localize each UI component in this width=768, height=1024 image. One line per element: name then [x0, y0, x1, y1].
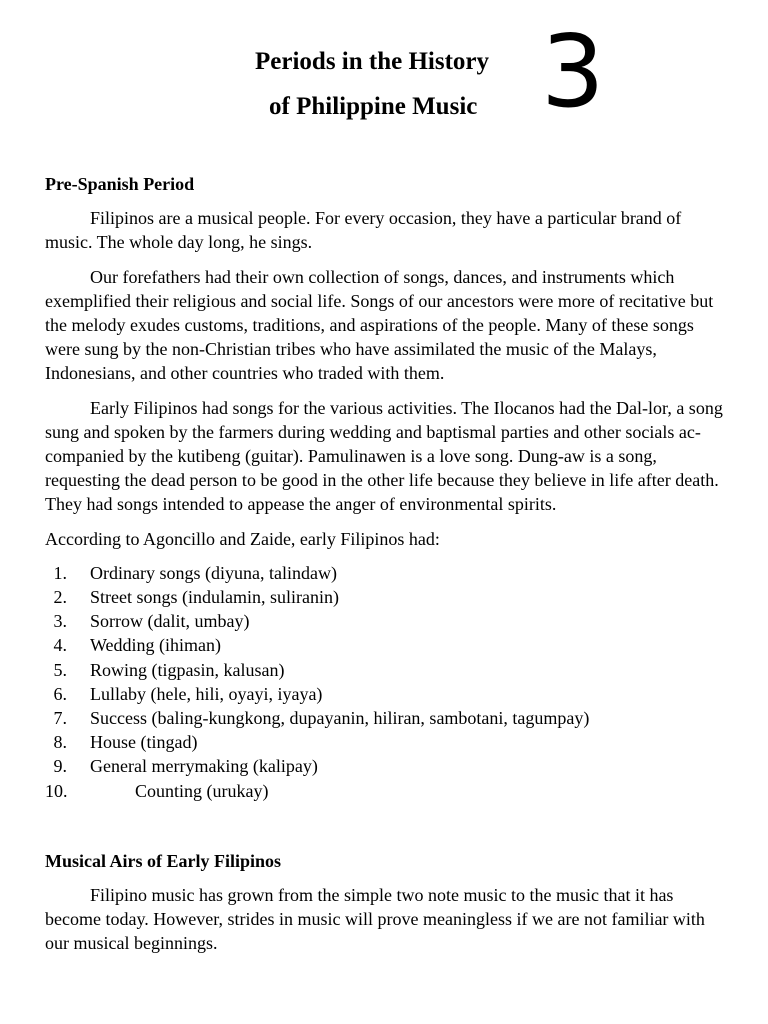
list-item-number: 1.: [53, 562, 67, 583]
list-item-text: Rowing (tigpasin, kalusan): [90, 659, 285, 680]
list-item: [45, 585, 725, 609]
list-item-text: Lullaby (hele, hili, oyayi, iyaya): [90, 683, 323, 704]
list-item-number: 4.: [53, 635, 67, 656]
list-item-number: 8.: [53, 732, 67, 753]
section-spacer: [45, 803, 725, 849]
list-item: [45, 754, 725, 778]
list-item-number: 3.: [53, 611, 67, 632]
paragraph: Filipinos are a musical people. For every occasion, they have a particular brand of music. The whole day long, he sings.: [45, 208, 682, 253]
document-body: [45, 172, 725, 966]
list-item-text: Sorrow (dalit, umbay): [90, 611, 250, 632]
list-item: [45, 730, 725, 754]
list-item-text: Counting (urukay): [135, 780, 269, 801]
list-item: [45, 633, 725, 657]
list-item: [45, 779, 725, 803]
list-item-text: General merrymaking (kalipay): [90, 756, 318, 777]
chapter-title-line-1: Periods in the History: [255, 48, 490, 75]
list-item-number: 2.: [53, 587, 67, 608]
list-item-text: Ordinary songs (diyuna, talindaw): [90, 562, 337, 583]
list-item-text: House (tingad): [90, 732, 198, 753]
list-item-text: Street songs (indulamin, suliranin): [90, 587, 339, 608]
list-item: [45, 706, 725, 730]
list-item-number: 9.: [53, 756, 67, 777]
list-item-text: Success (baling-kungkong, dupayanin, hiliran, sambotani, tagumpay): [90, 708, 590, 729]
list-item-number: 6.: [53, 683, 67, 704]
list-intro: According to Agoncillo and Zaide, early Filipinos had:: [45, 528, 440, 549]
list-item: [45, 609, 725, 633]
paragraph: Our forefathers had their own collection of songs, dances, and instruments which exemplified their religious and social life. Songs of our ancestors were more of recitative but the melody exudes customs, traditions, and aspirations of the people. Many of these songs were sung by the non-Christian tribes who have assimilated the music of the Malays, Indonesians, and other countries who traded with them.: [45, 266, 714, 384]
chapter-title-line-2: of Philippine Music: [269, 93, 478, 120]
paragraph: Early Filipinos had songs for the various activities. The Ilocanos had the Dal-lor, a song sung and spoken by the farmers during wedding and baptismal parties and other socials ac- companied by the kutibeng (guitar). Pamulinawen is a love song. Dung-aw is a song, requesting the dead person to be good in the other life because they believe in life after death. They had songs intended to appease the anger of environmental spirits.: [45, 397, 723, 515]
list-item-number: 7.: [53, 708, 67, 729]
list-item-number: 5.: [53, 659, 67, 680]
list-item-text: Wedding (ihiman): [90, 635, 222, 656]
list-item: [45, 561, 725, 585]
list-item-number: 10.: [45, 780, 68, 801]
section-heading-pre-spanish: Pre-Spanish Period: [45, 174, 195, 194]
section-heading-musical-airs: Musical Airs of Early Filipinos: [45, 850, 282, 871]
song-types-list: [45, 561, 725, 803]
list-item: [45, 658, 725, 682]
paragraph: Filipino music has grown from the simple two note music to the music that it has become today. However, strides in music will prove meaningless if we are not familiar with our musical beginnings.: [45, 885, 705, 954]
chapter-header: [0, 0, 768, 140]
chapter-number: 3: [541, 13, 605, 130]
list-item: [45, 682, 725, 706]
